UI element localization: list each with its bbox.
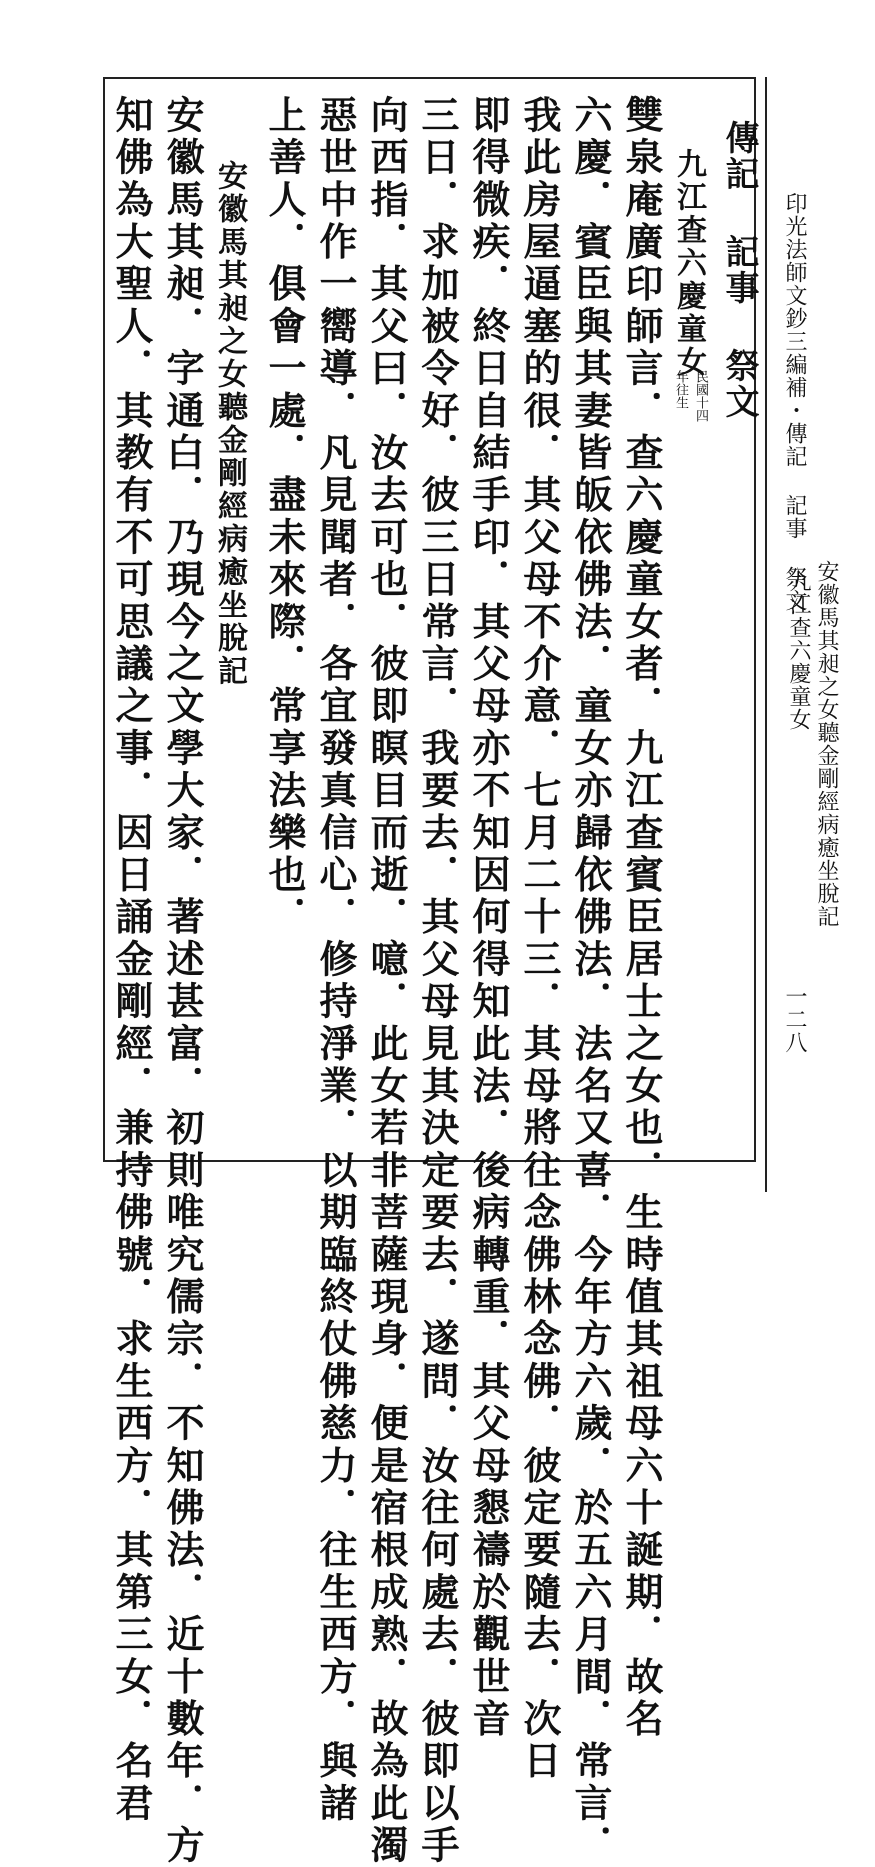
running-title-2: 九江查六慶童女 — [786, 570, 811, 731]
running-title-1: 安徽馬其昶之女聽金剛經病癒坐脫記 — [814, 560, 839, 928]
book-title: 印光法師文鈔三編補・傳記 記事 祭文 — [782, 192, 807, 612]
body-column: 雙泉庵廣印師言．查六慶童女者．九江查賓臣居士之女也．生時值其祖母六十誕期．故名 — [619, 95, 664, 1741]
article-title: 安徽馬其昶之女聽金剛經病癒坐脫記 — [212, 160, 247, 688]
article-title: 九江查六慶童女 — [671, 148, 706, 379]
body-column: 安徽馬其昶．字通白．乃現今之文學大家．著述甚富．初則唯究儒宗．不知佛法．近十數年．方 — [160, 95, 205, 1867]
body-column: 三日．求加被令好．彼三日常言．我要去．其父母見其決定要去．遂問．汝往何處去．彼即以手 — [415, 95, 460, 1867]
page-number: 一二八 — [782, 985, 807, 1054]
article-note-line2: 年往生 — [673, 370, 688, 409]
margin-rule — [765, 77, 767, 1192]
body-column: 知佛為大聖人．其教有不可思議之事．因日誦金剛經．兼持佛號．求生西方．其第三女．名君 — [109, 95, 154, 1826]
body-column: 六慶．賓臣與其妻皆皈依佛法．童女亦歸依佛法．法名又喜．今年方六歲．於五六月間．常言． — [568, 95, 613, 1867]
body-column: 即得微疾．終日自結手印．其父母亦不知因何得知此法．後病轉重．其父母懇禱於觀世音 — [466, 95, 511, 1741]
body-column: 惡世中作一嚮導．凡見聞者．各宜發真信心．修持淨業．以期臨終仗佛慈力．往生西方．與諸 — [313, 95, 358, 1826]
article-note-line1: 民國十四 — [693, 370, 708, 422]
section-heading: 傳記 記事 祭文 — [719, 120, 759, 420]
body-column: 我此房屋逼塞的很．其父母不介意．七月二十三．其母將往念佛林念佛．彼定要隨去．次日 — [517, 95, 562, 1783]
body-column: 向西指．其父曰．汝去可也．彼即瞑目而逝．噫．此女若非菩薩現身．便是宿根成熟．故為此濁 — [364, 95, 409, 1867]
body-column: 上善人．俱會一處．盡未來際．常享法樂也． — [262, 95, 307, 939]
